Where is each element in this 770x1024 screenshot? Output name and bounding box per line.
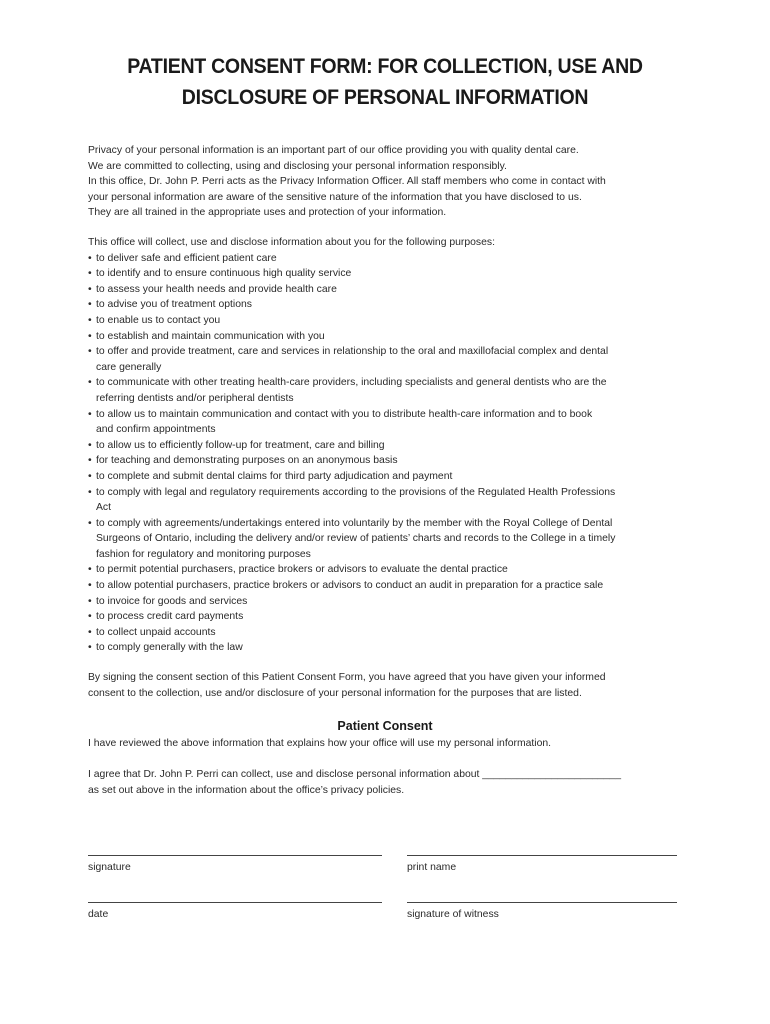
privacy-intro (88, 143, 688, 221)
bullet-icon: • (88, 299, 92, 311)
purpose-item-text: referring dentists and/or peripheral dentists (96, 392, 294, 404)
intro-line: They are all trained in the appropriate uses and protection of your information. (88, 207, 447, 219)
bullet-icon: • (88, 439, 92, 451)
purpose-item-text: fashion for regulatory and monitoring purposes (96, 548, 311, 560)
purpose-item-text: Act (96, 502, 112, 514)
witness-signature-field[interactable] (407, 902, 677, 920)
purpose-item (88, 313, 688, 329)
bullet-icon: • (88, 283, 92, 295)
purpose-item-text: to permit potential purchasers, practice brokers or advisors to evaluate the dental practice (96, 564, 508, 576)
bullet-icon: • (88, 595, 92, 607)
date-label: date (88, 909, 109, 920)
purpose-item-text: to allow us to maintain communication and contact with you to distribute health-care information and to book (96, 408, 593, 420)
bullet-icon: • (88, 314, 92, 326)
form-title-line-1: PATIENT CONSENT FORM: FOR COLLECTION, USE AND (127, 55, 643, 78)
purpose-item (88, 625, 688, 641)
purpose-item (88, 562, 688, 578)
signature-line[interactable] (88, 855, 382, 856)
purpose-item-text: to identify and to ensure continuous high quality service (96, 268, 352, 280)
form-title-line-2: DISCLOSURE OF PERSONAL INFORMATION (181, 86, 589, 109)
witness-signature-label: signature of witness (407, 909, 499, 920)
purpose-item-text: Surgeons of Ontario, including the delivery and/or review of patients’ charts and records to the College in a timely (96, 533, 616, 545)
purpose-item-text: to enable us to contact you (96, 314, 221, 326)
purpose-item-text: to comply generally with the law (96, 642, 243, 654)
purpose-item-text: to invoice for goods and services (96, 595, 248, 607)
purpose-item-text: to assess your health needs and provide health care (96, 283, 337, 295)
consent-agreement-statement (88, 767, 688, 798)
purposes-section (88, 235, 688, 656)
purpose-item (88, 485, 688, 516)
purpose-item (88, 609, 688, 625)
signature-field[interactable] (88, 855, 382, 873)
purpose-item-text: to comply with legal and regulatory requirements according to the provisions of the Regulated Health Professions (96, 486, 616, 498)
intro-line: your personal information are aware of the sensitive nature of the information that you have disclosed to us. (88, 191, 582, 203)
intro-line: Privacy of your personal information is an important part of our office providing you with quality dental care. (88, 145, 579, 156)
purpose-item (88, 329, 688, 345)
closing-line: By signing the consent section of this Patient Consent Form, you have agreed that you have given your informed (88, 672, 606, 683)
purpose-item (88, 453, 688, 469)
patient-consent-heading: Patient Consent (337, 719, 433, 733)
purpose-item (88, 297, 688, 313)
purpose-item-text: to advise you of treatment options (96, 299, 252, 311)
purpose-item (88, 375, 688, 406)
consent-agreement-line-1[interactable]: I agree that Dr. John P. Perri can collect, use and disclose personal information about ________________________ (88, 769, 621, 780)
bullet-icon: • (88, 642, 92, 654)
witness-signature-line[interactable] (407, 902, 677, 903)
print-name-field[interactable] (407, 855, 677, 873)
purpose-item-text: to comply with agreements/undertakings entered into voluntarily by the member with the Royal College of Dental (96, 517, 613, 529)
bullet-icon: • (88, 408, 92, 420)
bullet-icon: • (88, 486, 92, 498)
purpose-item-text: care generally (96, 361, 162, 373)
date-field[interactable] (88, 902, 382, 920)
purpose-item (88, 438, 688, 454)
purpose-item-text: and confirm appointments (96, 424, 216, 436)
print-name-label: print name (407, 862, 457, 873)
date-line[interactable] (88, 902, 382, 903)
purpose-item (88, 516, 688, 563)
purpose-item (88, 251, 688, 267)
purpose-item (88, 594, 688, 610)
purpose-item (88, 578, 688, 594)
bullet-icon: • (88, 470, 92, 482)
closing-line: consent to the collection, use and/or disclosure of your personal information for the purposes that are listed. (88, 687, 582, 699)
bullet-icon: • (88, 252, 92, 264)
bullet-icon: • (88, 346, 92, 358)
purpose-item-text: to collect unpaid accounts (96, 626, 216, 638)
purpose-item-text: to process credit card payments (96, 611, 244, 623)
intro-line: In this office, Dr. John P. Perri acts as the Privacy Information Officer. All staff members who come in contact with (88, 176, 606, 188)
signature-label: signature (88, 862, 131, 873)
intro-line: We are committed to collecting, using and disclosing your personal information responsibly. (88, 160, 507, 172)
purpose-item-text: to offer and provide treatment, care and services in relationship to the oral and maxillofacial complex and dental (96, 346, 609, 358)
purpose-item (88, 266, 688, 282)
bullet-icon: • (88, 330, 92, 342)
purpose-item-text: to allow potential purchasers, practice brokers or advisors to conduct an audit in preparation for a practice sale (96, 580, 604, 592)
consent-review-statement (88, 736, 688, 752)
purpose-item-text: to establish and maintain communication with you (96, 330, 325, 342)
bullet-icon: • (88, 564, 92, 576)
purpose-item-text: to complete and submit dental claims for third party adjudication and payment (96, 470, 453, 482)
purpose-item-text: to deliver safe and efficient patient care (96, 252, 277, 264)
purpose-item-text: for teaching and demonstrating purposes on an anonymous basis (96, 455, 398, 467)
bullet-icon: • (88, 268, 92, 280)
bullet-icon: • (88, 377, 92, 389)
purposes-lead: This office will collect, use and disclose information about you for the following purposes: (88, 237, 495, 248)
consent-agreement-line-2: as set out above in the information about the office’s privacy policies. (88, 784, 405, 796)
purposes-list (88, 251, 688, 656)
bullet-icon: • (88, 611, 92, 623)
print-name-line[interactable] (407, 855, 677, 856)
bullet-icon: • (88, 626, 92, 638)
bullet-icon: • (88, 455, 92, 467)
closing-statement (88, 670, 688, 701)
purpose-item (88, 407, 688, 438)
purpose-item-text: to allow us to efficiently follow-up for treatment, care and billing (96, 439, 385, 451)
bullet-icon: • (88, 580, 92, 592)
consent-review-line: I have reviewed the above information that explains how your office will use my personal information. (88, 738, 552, 749)
purpose-item-text: to communicate with other treating health-care providers, including specialists and general dentists who are the (96, 377, 607, 389)
purpose-item (88, 282, 688, 298)
purpose-item (88, 469, 688, 485)
purpose-item (88, 640, 688, 656)
purpose-item (88, 344, 688, 375)
bullet-icon: • (88, 517, 92, 529)
